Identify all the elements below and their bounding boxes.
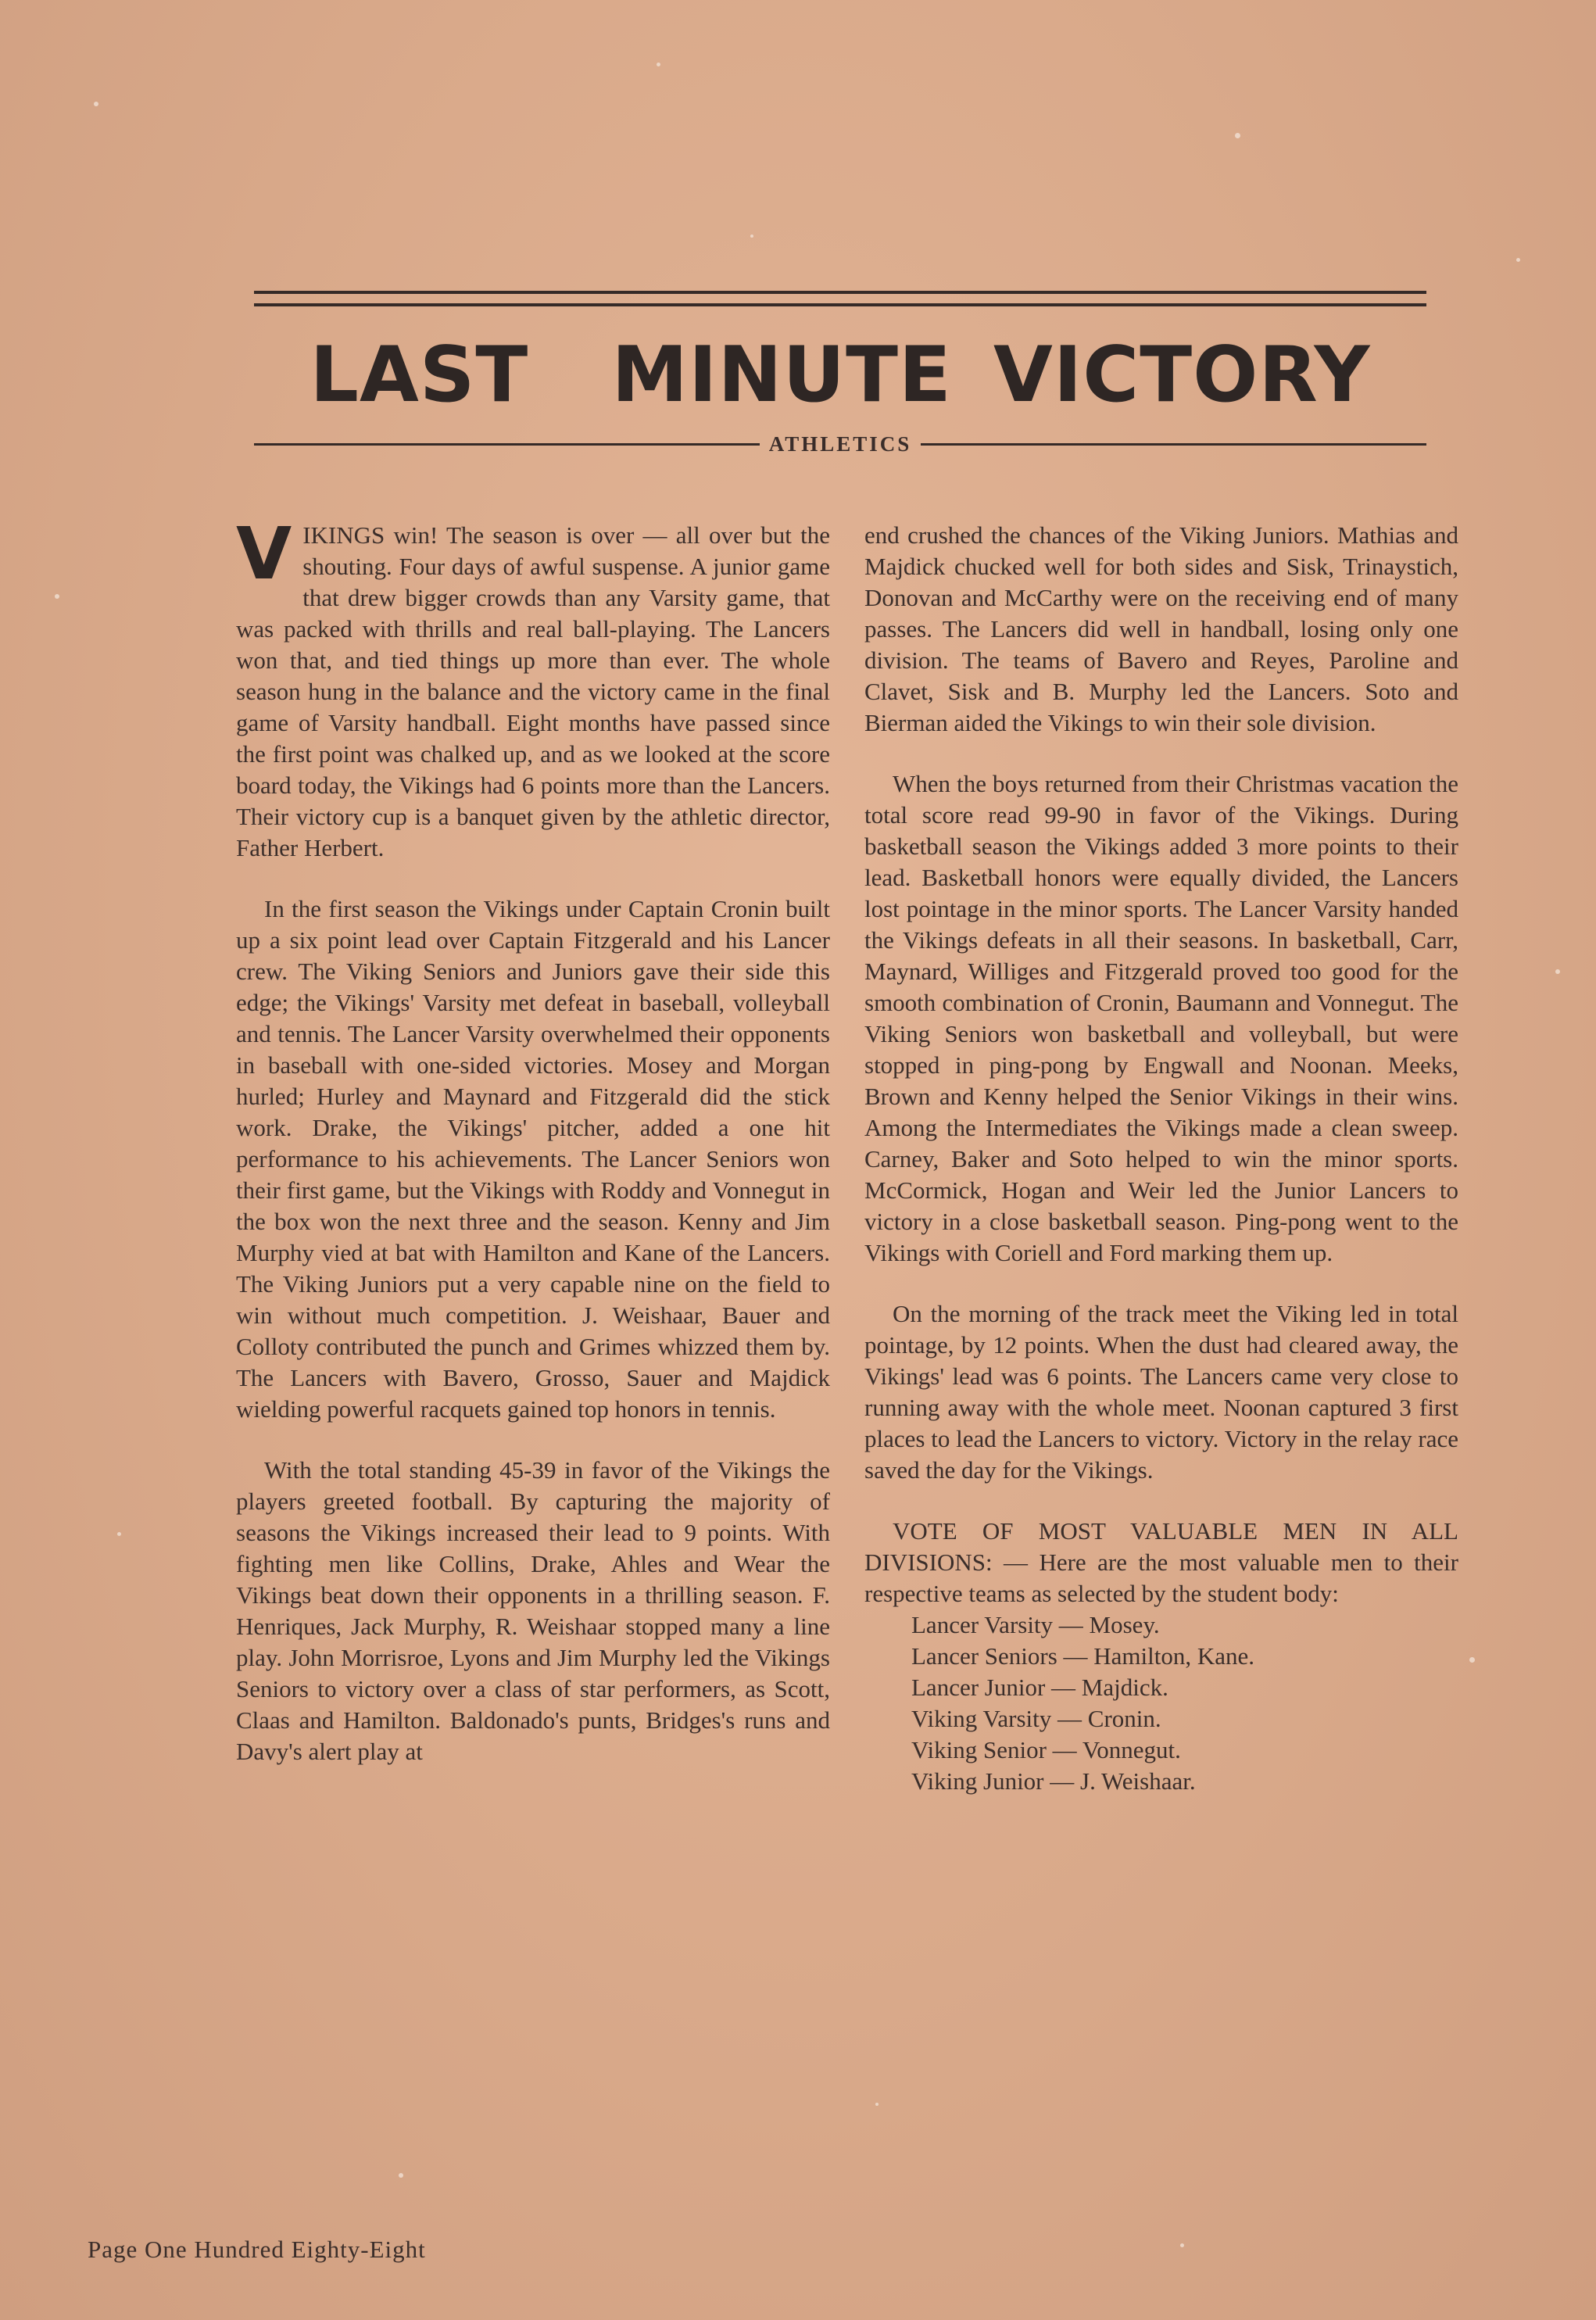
mvp-item: Lancer Varsity — Mosey.: [911, 1611, 1160, 1638]
article-paragraph: With the total standing 45-39 in favor of the Vikings the players greeted football. By capturing the majority of seasons the Vikings increased their lead to 9 points. With fighting men like Collins, Drake, Ahles and Wear the Vikings beat down their opponents in a thrilling season. F. Henriques, Jack Murphy, R. Weishaar stopped many a line play. John Morrisroe, Lyons and Jim Murphy led the Vikings Seniors to victory over a class of star performers, as Scott, Claas and Hamilton. Baldonado's punts, Bridges's runs and Davy's alert play at: [236, 1456, 830, 1765]
mvp-item: Viking Senior — Vonnegut.: [911, 1736, 1181, 1763]
header-rule-bottom: [254, 303, 1426, 306]
left-column: [236, 512, 830, 1767]
right-column: [864, 520, 1458, 1797]
mvp-list: [864, 1609, 1458, 1797]
article-title: LAST MINUTE VICTORY: [310, 331, 1371, 420]
paragraph-text: IKINGS win! The season is over — all over but the shouting. Four days of awful suspense. A junior game that drew bigger crowds than any Varsity game, that was packed with thrills and real ball-playing. The Lancers won that, and tied things up more than ever. The whole season hung in the balance and the victory came in the final game of Varsity handball. Eight months have passed since the first point was chalked up, and as we looked at the score board today, the Vikings had 6 points more than the Lancers. Their victory cup is a banquet given by the athletic director, Father Herbert.: [236, 521, 830, 861]
article-paragraph: end crushed the chances of the Viking Juniors. Mathias and Majdick chucked well for both sides and Sisk, Trinaystich, Donovan and McCarthy were on the receiving end of many passes. The Lancers did well in handball, losing only one division. The teams of Bavero and Reyes, Paroline and Clavet, Sisk and B. Murphy led the Lancers. Soto and Bierman aided the Vikings to win their sole division.: [864, 521, 1458, 736]
article-paragraph: On the morning of the track meet the Viking led in total pointage, by 12 points. When the dust had cleared away, the Vikings' lead was 6 points. The Lancers came very close to running away with the whole meet. Noonan captured 3 first places to lead the Lancers to victory. Victory in the relay race saved the day for the Vikings.: [864, 1300, 1458, 1484]
article-paragraph: When the boys returned from their Christmas vacation the total score read 99-90 in favor of the Vikings. During basketball season the Vikings added 3 more points to their lead. Basketball honors were equally divided, the Lancers lost pointage in the minor sports. The Lancer Varsity handed the Vikings defeats in all their seasons. In basketball, Carr, Maynard, Williges and Fitzgerald proved too good for the smooth combination of Cronin, Baumann and Vonnegut. The Viking Seniors won basketball and volleyball, but were stopped in ping-pong by Engwall and Noonan. Meeks, Brown and Kenny helped the Senior Vikings in their wins. Among the Intermediates the Vikings made a clean sweep. Carney, Baker and Soto helped to win the minor sports. McCormick, Hogan and Weir led the Junior Lancers to victory in a close basketball season. Ping-pong went to the Vikings with Coriell and Ford marking them up.: [864, 770, 1458, 1266]
section-label: ATHLETICS: [768, 431, 912, 456]
article-paragraph: In the first season the Vikings under Captain Cronin built up a six point lead over Captain Fitzgerald and his Lancer crew. The Viking Seniors and Juniors gave their side this edge; the Vikings' Varsity met defeat in baseball, volleyball and tennis. The Lancer Varsity overwhelmed their opponents in baseball with one-sided victories. Mosey and Morgan hurled; Hurley and Maynard and Fitzgerald did the stick work. Drake, the Vikings' pitcher, added a one hit performance to his achievements. The Lancer Seniors won their first game, but the Vikings with Roddy and Vonnegut in the box won the next three and the season. Kenny and Jim Murphy vied at bat with Hamilton and Kane of the Lancers. The Viking Juniors put a very capable nine on the field to win without much competition. J. Weishaar, Bauer and Colloty contributed the punch and Grimes whizzed them by. The Lancers with Bavero, Grosso, Sauer and Majdick wielding powerful racquets gained top honors in tennis.: [236, 895, 830, 1423]
section-divider: [254, 428, 1426, 460]
mvp-item: Viking Varsity — Cronin.: [911, 1705, 1161, 1732]
mvp-intro: VOTE OF MOST VALUABLE MEN IN ALL DIVISIONS: — Here are the most valuable men to their respective teams as selected by the student body:: [864, 1517, 1458, 1607]
header-rule-top: [254, 291, 1426, 294]
mvp-item: Lancer Junior — Majdick.: [911, 1674, 1168, 1701]
page-number: Page One Hundred Eighty-Eight: [88, 2236, 426, 2263]
drop-cap: V: [236, 512, 292, 596]
article-paragraph: [236, 512, 830, 864]
mvp-item: Lancer Seniors — Hamilton, Kane.: [911, 1642, 1255, 1670]
section-rule-right: [921, 443, 1426, 446]
mvp-item: Viking Junior — J. Weishaar.: [911, 1767, 1196, 1795]
section-rule-left: [254, 443, 760, 446]
